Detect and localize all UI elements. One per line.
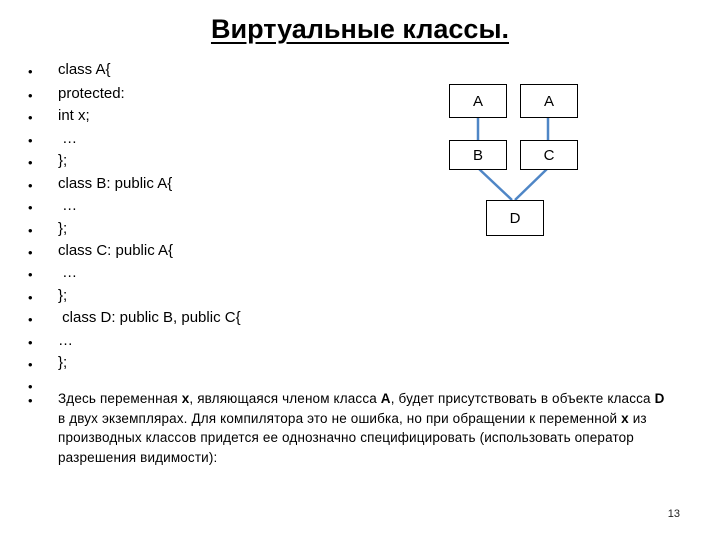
explanation-paragraph [58,389,668,467]
variable-x: x [621,410,629,426]
code-line: class A{ [58,61,111,78]
class-box-a-left: A [449,84,507,118]
class-box-d: D [486,200,544,236]
bullet: • [28,223,33,238]
edge-b-to-d [478,168,512,200]
code-line: int x; [58,107,90,124]
bullet: • [28,88,33,103]
code-line: class B: public A{ [58,175,173,192]
code-line: }; [58,152,68,169]
edge-c-to-d [515,168,548,200]
code-line: … [58,264,78,281]
code-line: … [58,332,73,349]
bullet: • [28,178,33,193]
code-line: }; [58,287,68,304]
code-line: protected: [58,85,125,102]
code-line: class C: public A{ [58,242,174,259]
code-line: }; [58,354,68,371]
bullet: • [28,200,33,215]
bullet: • [28,335,33,350]
bullet: • [28,357,33,372]
bullet: • [28,245,33,260]
code-line: … [58,197,78,214]
bullet: • [28,379,33,394]
bullet: • [28,267,33,282]
slide-title: Виртуальные классы. [210,14,510,44]
code-line: … [58,130,78,147]
bullet: • [28,155,33,170]
paragraph-text: из производных классов придется ее однозначно специфицировать (использовать оператор разрешения видимости): [58,410,647,465]
class-name-a: A [380,391,391,406]
paragraph-text: Здесь переменная [58,391,182,406]
class-box-a-right: A [520,84,578,118]
bullet: • [28,64,33,79]
bullet: • [28,312,33,327]
bullet: • [28,133,33,148]
bullet: • [28,290,33,305]
paragraph-text: , являющаяся членом класса [189,391,381,406]
class-name-d: D [654,391,665,406]
bullet: • [28,393,33,408]
paragraph-text: , будет присутствовать в объекте класса [390,391,655,406]
page-number: 13 [667,508,680,520]
class-box-c: C [520,140,578,170]
code-line: class D: public B, public C{ [58,309,241,326]
variable-x: x [181,391,190,406]
bullet: • [28,110,33,125]
paragraph-text: в двух экземплярах. Для компилятора это не ошибка, но при обращении к переменной [58,410,622,426]
class-box-b: B [449,140,507,170]
code-line: }; [58,220,68,237]
